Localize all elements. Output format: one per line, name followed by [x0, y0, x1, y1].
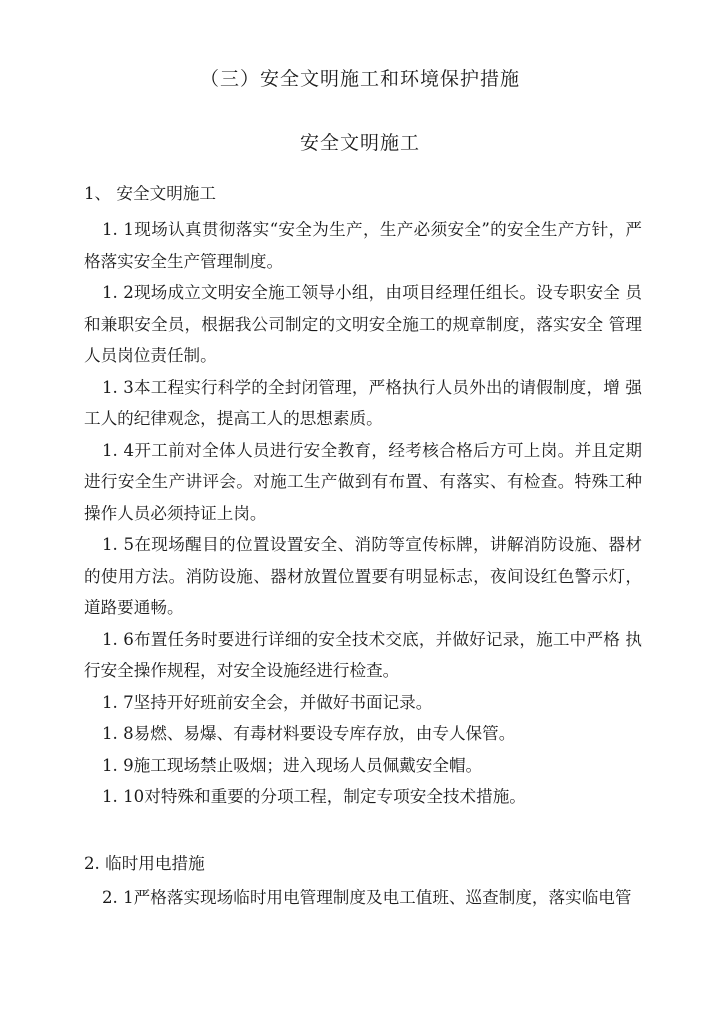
item-text: 现场认真贯彻落实“安全为生产，生产必须安全”的安全生产方针，严格落实安全生产管理制度。 — [84, 220, 642, 271]
item-number: 2. 1 — [102, 888, 134, 907]
item-text: 本工程实行科学的全封闭管理，严格执行人员外出的请假制度，增 强工人的纪律观念，提高工人的思想素质。 — [84, 377, 642, 428]
paragraph-1-4 — [84, 435, 642, 530]
item-number: 1. 7 — [102, 692, 134, 712]
section-1-body — [84, 214, 642, 813]
item-number: 1. 5 — [102, 535, 135, 554]
item-text: 开工前对全体人员进行安全教育，经考核合格后方可上岗。并且定期进行安全生产讲评会。对施工生产做到有布置、有落实、有检查。特殊工种操作人员必须持证上岗。 — [84, 440, 643, 523]
section-heading-2: 2. 临时用电措施 — [84, 854, 205, 873]
section-2-body — [84, 882, 642, 914]
item-number: 1. 8 — [102, 724, 134, 743]
item-text: 对特殊和重要的分项工程，制定专项安全技术措施。 — [144, 787, 526, 806]
item-number: 1. 2 — [102, 283, 134, 302]
item-text: 严格落实现场临时用电管理制度及电工值班、巡查制度，落实临电管 — [133, 888, 632, 907]
section-heading-1: 1、 安全文明施工 — [84, 184, 216, 203]
item-text: 在现场醒目的位置设置安全、消防等宣传标牌，讲解消防设施、器材的使用方法。消防设施、器材放置位置要有明显标志，夜间设红色警示灯，道路要通畅。 — [84, 535, 643, 617]
item-text: 现场成立文明安全施工领导小组，由项目经理任组长。设专职安全 员和兼职安全员，根据我公司制定的文明安全施工的规章制度，落实安全 管理人员岗位责任制。 — [84, 283, 642, 365]
paragraph-1-9 — [84, 750, 642, 782]
main-title: （三）安全文明施工和环境保护措施 — [199, 68, 520, 90]
paragraph-1-8 — [84, 718, 642, 750]
paragraph-2-1 — [84, 882, 642, 914]
paragraph-1-3 — [84, 372, 642, 435]
paragraph-1-5 — [84, 529, 642, 624]
item-text: 施工现场禁止吸烟；进入现场人员佩戴安全帽。 — [133, 755, 483, 775]
item-text: 坚持开好班前安全会，并做好书面记录。 — [133, 692, 433, 712]
item-text: 布置任务时要进行详细的安全技术交底，并做好记录，施工中严格 执行安全操作规程，对安全设施经进行检查。 — [84, 629, 642, 680]
item-text: 易燃、易爆、有毒材料要设专库存放，由专人保管。 — [133, 724, 516, 743]
paragraph-1-6 — [84, 624, 642, 687]
paragraph-1-1 — [84, 214, 642, 277]
paragraph-1-2 — [84, 277, 642, 372]
item-number: 1. 6 — [102, 629, 134, 649]
sub-title: 安全文明施工 — [299, 132, 420, 154]
item-number: 1. 10 — [102, 787, 145, 806]
paragraph-1-10 — [84, 781, 642, 813]
item-number: 1. 9 — [102, 755, 134, 775]
item-number: 1. 4 — [102, 440, 135, 460]
item-number: 1. 1 — [102, 220, 134, 239]
paragraph-1-7 — [84, 687, 642, 719]
item-number: 1. 3 — [102, 377, 134, 397]
